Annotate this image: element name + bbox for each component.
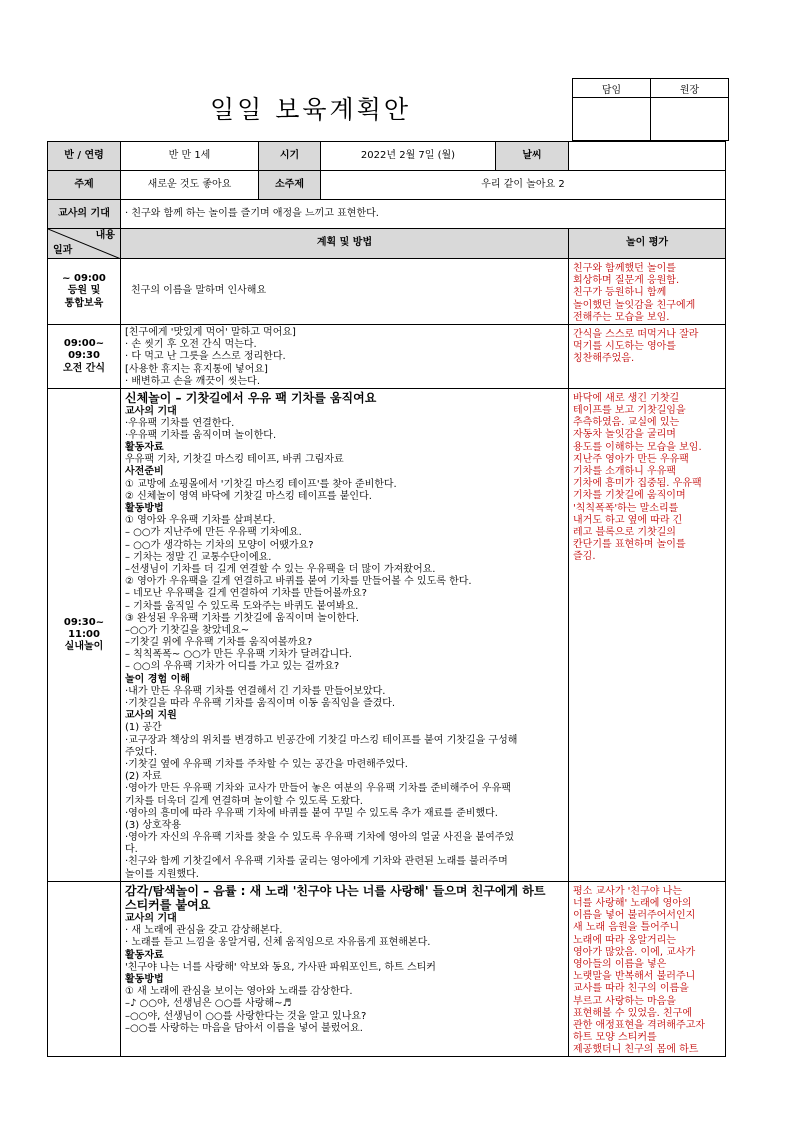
- eval-line: 칭찬해주었음.: [573, 353, 635, 365]
- weather-label: 날씨: [496, 142, 569, 171]
- eval-indoor-play[interactable]: [569, 388, 726, 881]
- theme-value[interactable]: 새로운 것도 좋아요: [121, 171, 259, 200]
- plan-line: –♪ ○○야, 선생님은 ○○를 사랑해~♬: [125, 998, 292, 1010]
- eval-arrival[interactable]: [569, 259, 726, 325]
- time-label: 시기: [259, 142, 321, 171]
- approval-box: [572, 78, 729, 141]
- activity-title: 스티커를 붙여요: [125, 898, 211, 913]
- class-label: 반 / 연령: [48, 142, 121, 171]
- eval-snack[interactable]: [569, 324, 726, 388]
- eval-line: 내거도 하고 옆에 따라 긴: [573, 514, 683, 526]
- eval-line: 기차를 기찻길에 움직이며: [573, 490, 686, 502]
- plan-line: (3) 상호작용: [125, 819, 181, 831]
- time-text: 통합보육: [64, 297, 104, 309]
- plan-line: [사용한 휴지는 휴지통에 넣어요]: [125, 363, 268, 375]
- plan-arrival[interactable]: [121, 259, 569, 325]
- plan-line: ·우유팩 기차를 움직이며 놀이한다.: [125, 429, 277, 441]
- eval-line: 용도를 이해하는 모습을 보임.: [573, 441, 702, 453]
- eval-line: 노래에 따라 옹알거리는: [573, 934, 676, 946]
- eval-line: 이름을 넣어 불러주어서인지: [573, 910, 696, 922]
- schedule-indoor-play: [48, 388, 121, 881]
- plan-line: ·영아의 흥미에 따라 우유팩 기차에 바퀴를 붙여 꾸밀 수 있도록 추가 재료를 준비했다.: [125, 807, 498, 819]
- goal-value[interactable]: · 친구와 함께 하는 놀이를 즐기며 애정을 느끼고 표현한다.: [121, 200, 726, 229]
- time-text: 오전 간식: [62, 362, 106, 374]
- plan-line: · 다 먹고 난 그릇을 스스로 정리한다.: [125, 351, 286, 363]
- plan-line: 기차를 더욱더 길게 연결하며 놀이할 수 있도록 도왔다.: [125, 795, 363, 807]
- approval-teacher-label: 담임: [573, 79, 651, 98]
- plan-line: ·교구장과 책상의 위치를 변경하고 빈공간에 기찻길 마스킹 테이프를 붙여 기찻길을 구성해: [125, 734, 518, 746]
- header-plan: 계획 및 방법: [121, 229, 569, 259]
- eval-line: 영아들의 이름을 넣은: [573, 958, 667, 970]
- plan-sensory-play[interactable]: [121, 881, 569, 1057]
- plan-line: – 칙칙폭폭~ ○○가 만든 우유팩 기차가 달려갑니다.: [125, 649, 352, 661]
- eval-line: 제공했더니 친구의 몸에 하트: [573, 1044, 699, 1056]
- plan-line: ·친구와 함께 기찻길에서 우유팩 기차를 굴리는 영아에게 기차와 관련된 노래를 불러주며: [125, 856, 508, 868]
- eval-line: 하트 모양 스티커를: [573, 1032, 657, 1044]
- time-text: ~ 09:00: [62, 273, 106, 285]
- subtheme-value[interactable]: 우리 같이 놀아요 2: [321, 171, 726, 200]
- subtheme-label: 소주제: [259, 171, 321, 200]
- section-heading: 사전준비: [125, 466, 164, 478]
- plan-line: [친구에게 '맛있게 먹어' 말하고 먹어요]: [125, 326, 296, 338]
- plan-line: –○○야, 선생님이 ○○를 사랑한다는 것을 알고 있나요?: [125, 1010, 367, 1022]
- plan-line: –선생님이 기차를 더 길게 연결할 수 있는 우유팩을 더 많이 가져왔어요.: [125, 563, 436, 575]
- section-heading: 놀이 경험 이해: [125, 673, 190, 685]
- plan-text: 친구의 이름을 말하며 인사해요: [131, 285, 267, 297]
- section-heading: 활동자료: [125, 442, 164, 454]
- eval-line: 회상하며 질문게 응원함.: [573, 275, 680, 287]
- plan-line: (2) 자료: [125, 771, 162, 783]
- section-heading: 활동자료: [125, 949, 164, 961]
- schedule-arrival: [48, 259, 121, 325]
- eval-line: 관한 애정표현을 격려해주고자: [573, 1019, 705, 1031]
- plan-line: ·영아가 만든 우유팩 기차와 교사가 만들어 놓은 여분의 우유팩 기차를 준비해주어 우유팩: [125, 783, 511, 795]
- theme-label: 주제: [48, 171, 121, 200]
- eval-line: 먹기를 시도하는 영아를: [573, 341, 676, 353]
- plan-line: ② 영아가 우유팩을 길게 연결하고 바퀴를 붙여 기차를 만들어볼 수 있도록 한다.: [125, 576, 472, 588]
- goal-label: 교사의 기대: [48, 200, 121, 229]
- plan-line: – ○○가 지난주에 만든 우유팩 기차예요.: [125, 527, 302, 539]
- plan-line: ·기찻길 옆에 우유팩 기차를 주차할 수 있는 공간을 마련해주었다.: [125, 758, 408, 770]
- plan-line: – ○○가 생각하는 기차의 모양이 어땠가요?: [125, 539, 314, 551]
- plan-line: (1) 공간: [125, 722, 162, 734]
- eval-line: '칙칙폭폭'하는 말소리를: [573, 502, 679, 514]
- date-value[interactable]: 2022년 2월 7일 (월): [321, 142, 496, 171]
- schedule-snack: [48, 324, 121, 388]
- plan-line: ·내가 만든 우유팩 기차를 연결해서 긴 기차를 만들어보았다.: [125, 685, 386, 697]
- plan-line: · 노래를 듣고 느낌을 옹알거림, 신체 움직임으로 자유롭게 표현해본다.: [125, 937, 431, 949]
- section-heading: 교사의 기대: [125, 913, 177, 925]
- eval-line: 너를 사랑해' 노래에 영아의: [573, 898, 692, 909]
- plan-indoor-play[interactable]: [121, 388, 569, 881]
- class-value[interactable]: 반 만 1세: [121, 142, 259, 171]
- plan-line: –○○가 기찻길을 찾았네요~: [125, 624, 250, 636]
- weather-value[interactable]: [569, 142, 726, 171]
- plan-line: · 배변하고 손을 깨끗이 씻는다.: [125, 375, 260, 387]
- plan-line: ·기찻길을 따라 우유팩 기차를 움직이며 이동 움직임을 즐겼다.: [125, 698, 396, 709]
- eval-line: 노랫말을 반복해서 불러주니: [573, 971, 696, 983]
- plan-line: ① 영아와 우유팩 기차를 살펴본다.: [125, 515, 276, 527]
- plan-snack[interactable]: [121, 324, 569, 388]
- approval-director-cell[interactable]: [651, 98, 729, 141]
- plan-line: – 네모난 우유팩을 길게 연결하여 기차를 만들어볼까요?: [125, 588, 367, 600]
- plan-line: – 기차는 정말 긴 교통수단이에요.: [125, 551, 272, 563]
- header-corner-cell: [48, 229, 121, 259]
- eval-line: 자동차 놀잇감을 굴리며: [573, 429, 676, 441]
- eval-line: 영아가 많았음. 이에, 교사가: [573, 946, 696, 958]
- time-text: 등원 및: [67, 285, 101, 297]
- eval-line: 기차를 소개하니 우유팩: [573, 466, 676, 477]
- plan-line: – 기차를 움직일 수 있도록 도와주는 바퀴도 붙여봐요.: [125, 600, 359, 612]
- section-heading: 교사의 기대: [125, 405, 177, 417]
- plan-line: 놀이를 지원했다.: [125, 868, 199, 880]
- eval-line: 테이프를 보고 기찻길임을: [573, 405, 686, 417]
- eval-line: 레고 블록으로 기찻길의: [573, 526, 676, 538]
- header-eval: 놀이 평가: [569, 229, 726, 259]
- plan-line: ① 새 노래에 관심을 보이는 영아와 노래를 감상한다.: [125, 986, 353, 998]
- plan-line: · 손 씻기 후 오전 간식 먹는다.: [125, 339, 257, 351]
- eval-line: 교사를 따라 친구의 이름을: [573, 983, 689, 995]
- eval-line: 친구가 등원하니 함께: [573, 287, 667, 299]
- approval-teacher-cell[interactable]: [573, 98, 651, 141]
- eval-line: 부르고 사랑하는 마음을: [573, 995, 676, 1007]
- eval-line: 추측하였음. 교실에 있는: [573, 417, 680, 429]
- plan-line: ① 교방에 쇼핑몰에서 '기찻길 마스킹 테이프'를 찾아 준비한다.: [125, 478, 397, 490]
- section-heading: 교사의 지원: [125, 710, 177, 722]
- daily-plan-table: [47, 141, 726, 1057]
- eval-line: 놀이했던 놀잇감을 친구에게: [573, 299, 696, 311]
- plan-line: ·영아가 자신의 우유팩 기차를 찾을 수 있도록 우유팩 기차에 영아의 얼굴 사진을 붙여주었: [125, 832, 515, 844]
- eval-line: 바닥에 새로 생긴 기찻길: [573, 392, 680, 404]
- eval-line: 전해주는 모습을 보임.: [573, 311, 670, 323]
- section-heading: 활동방법: [125, 503, 164, 514]
- plan-line: ·우유팩 기차를 연결한다.: [125, 417, 235, 429]
- activity-title: 신체놀이 – 기찻길에서 우유 팩 기차를 움직여요: [125, 390, 377, 405]
- time-text: 실내놀이: [64, 640, 104, 652]
- time-text: 09:30~ 11:00: [63, 616, 105, 640]
- plan-line: ② 신체놀이 영역 바닥에 기찻길 마스킹 테이프를 붙인다.: [125, 490, 372, 502]
- plan-line: 주었다.: [125, 746, 158, 758]
- section-heading: 활동방법: [125, 974, 164, 985]
- eval-line: 친구와 함께했던 놀이를: [573, 263, 676, 274]
- plan-line: '친구야 나는 너를 사랑해' 악보와 동요, 가사판 파워포인트, 하트 스티커: [125, 961, 436, 973]
- header-schedule-label: 일과: [53, 244, 73, 256]
- eval-line: 표현해볼 수 있었음. 친구에: [573, 1007, 692, 1019]
- plan-line: 다.: [125, 844, 138, 856]
- header-content-label: 내용: [95, 230, 115, 241]
- plan-line: · 새 노래에 관심을 갖고 감상해본다.: [125, 925, 283, 937]
- activity-title: 감각/탐색놀이 – 음률 : 새 노래 '친구야 나는 너를 사랑해' 들으며 친구에게 하트: [125, 883, 546, 898]
- plan-line: –○○를 사랑하는 마음을 담아서 이름을 넣어 불렀어요.: [125, 1022, 363, 1034]
- time-text: 09:00~ 09:30: [63, 338, 105, 362]
- eval-line: 즐김.: [573, 551, 596, 563]
- plan-line: – ○○의 우유팩 기차가 어디를 가고 있는 걸까요?: [125, 661, 340, 673]
- plan-line: 우유팩 기차, 기찻길 마스킹 테이프, 바퀴 그림자료: [125, 454, 344, 466]
- eval-line: 지난주 영아가 만든 우유팩: [573, 453, 689, 465]
- approval-director-label: 원장: [651, 79, 729, 98]
- eval-line: 평소 교사가 '친구야 나는: [573, 885, 682, 897]
- plan-line: ③ 완성된 우유팩 기차를 기찻길에 움직이며 놀이한다.: [125, 612, 360, 624]
- eval-sensory-play[interactable]: [569, 881, 726, 1057]
- plan-line: –기찻길 위에 우유팩 기차를 움직여볼까요?: [125, 637, 313, 649]
- schedule-continued: [48, 881, 121, 1057]
- eval-line: 칸단기를 표현하며 놀이를: [573, 539, 686, 551]
- eval-line: 간식을 스스로 떠먹거나 잘라: [573, 328, 699, 340]
- eval-line: 새 노래 음원을 틀어주니: [573, 922, 680, 934]
- page-title: 일일 보육계획안: [210, 95, 411, 124]
- eval-line: 기차에 흥미가 집중됨. 우유팩: [573, 478, 702, 490]
